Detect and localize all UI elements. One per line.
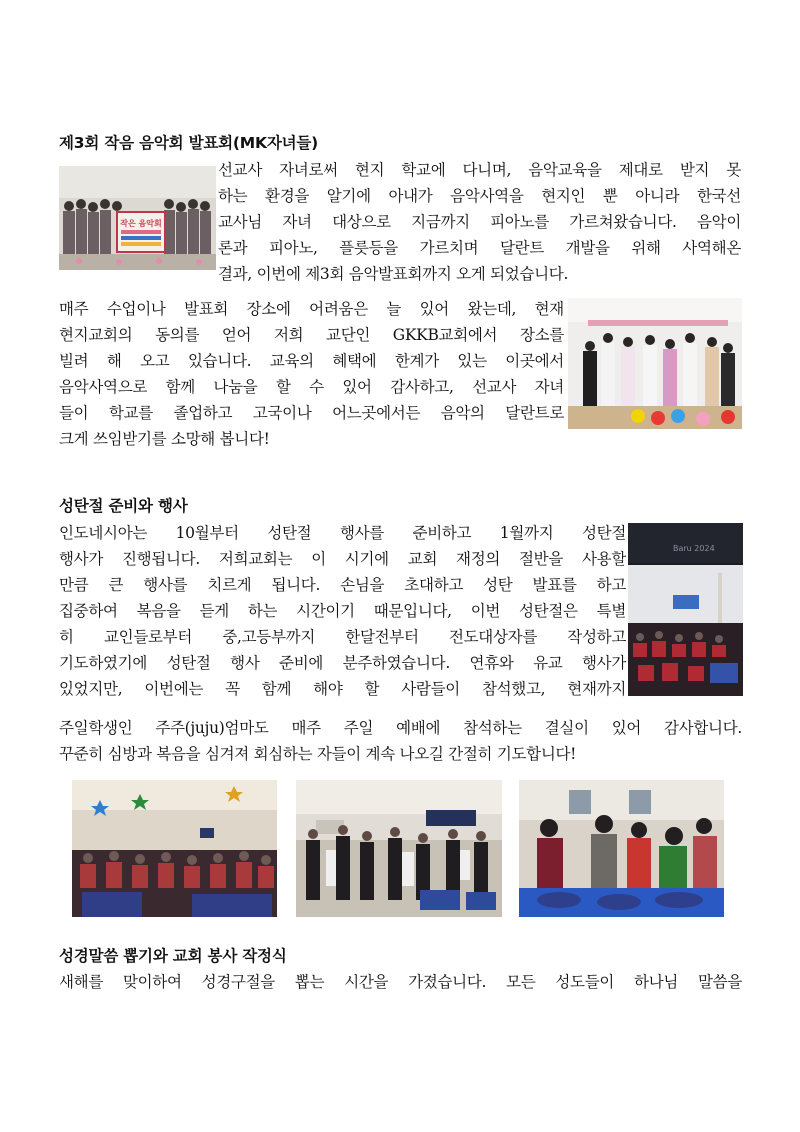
section-heading-christmas: 성탄절 준비와 행사 (59, 497, 188, 515)
text-line: 집중하여 복음을 듣게 하는 시간이기 때문입니다, 이번 성탄절은 특별 (59, 602, 626, 620)
paragraph-bible-verse (59, 969, 742, 995)
text-line: 크게 쓰임받기를 소망해 봅니다! (59, 430, 270, 448)
photo-christmas-congregation (72, 780, 277, 917)
text-line: 기도하였기에 성탄절 행사 준비에 분주하였습니다. 연휴와 유교 행사가 (59, 654, 626, 672)
text-line: 음악사역으로 함께 나눔을 할 수 있어 감사하고, 선교사 자녀 (59, 378, 564, 396)
text-line: 인도네시아는 10월부터 성탄절 행사를 준비하고 1월까지 성탄절 (59, 524, 626, 542)
hall-sign-text: Baru 2024 (673, 544, 715, 553)
text-line: 히 교인들로부터 중,고등부까지 한달전부터 전도대상자를 작성하고 (59, 628, 626, 646)
text-line: 있었지만, 이번에는 꼭 함께 해야 할 사람들이 참석했고, 현재까지 (59, 680, 626, 698)
photo-christmas-worship (296, 780, 502, 917)
text-line: 들이 학교를 졸업하고 고국이나 어느곳에서든 음악의 달란트로 (59, 404, 564, 422)
section-heading-recital: 제3회 작음 음악회 발표회(MK자녀들) (59, 134, 319, 152)
paragraph-recital-intro (218, 157, 741, 287)
text-line: 결과, 이번에 제3회 음악발표회까지 오게 되었습니다. (218, 265, 569, 283)
text-line: 하는 환경을 알기에 아내가 음악사역을 현지인 뿐 아니라 한국선 (218, 187, 741, 205)
text-line: 교사님 자녀 대상으로 지금까지 피아노를 가르쳐왔습니다. 음악이 (218, 213, 741, 231)
text-line: 선교사 자녀로써 현지 학교에 다니며, 음악교육을 제대로 받지 못 (218, 161, 741, 179)
text-line: 행사가 진행됩니다. 저희교회는 이 시기에 교회 재정의 절반을 사용할 (59, 550, 626, 568)
text-line: 매주 수업이나 발표회 장소에 어려움은 늘 있어 왔는데, 현재 (59, 300, 564, 318)
paragraph-recital-venue (59, 296, 564, 452)
recital-banner-text: 작은 음악회 (120, 219, 162, 228)
section-heading-bible-verse: 성경말씀 뽑기와 교회 봉사 작정식 (59, 947, 287, 965)
text-line: 빌려 해 오고 있습니다. 교육의 혜택에 한계가 있는 이곳에서 (59, 352, 564, 370)
text-line: 론과 피아노, 플릇등을 가르치며 달란트 개발을 위해 사역해온 (218, 239, 741, 257)
text-line: 꾸준히 심방과 복음을 심겨져 회심하는 자들이 계속 나오길 간절히 기도합니다! (59, 745, 577, 763)
text-line: 새해를 맞이하여 성경구절을 뽑는 시간을 가졌습니다. 모든 성도들이 하나님 말씀을 (59, 973, 742, 991)
photo-christmas-children (519, 780, 724, 917)
photo-christmas-hall (628, 523, 743, 696)
text-line: 주일학생인 주주(juju)엄마도 매주 주일 예배에 참석하는 결실이 있어 감사합니다. (59, 719, 742, 737)
text-line: 현지교회의 동의를 얻어 저희 교단인 GKKB교회에서 장소를 (59, 326, 564, 344)
paragraph-christmas-1 (59, 520, 626, 702)
paragraph-christmas-2 (59, 715, 742, 767)
photo-recital-performers (568, 298, 742, 429)
text-line: 만큼 큰 행사를 치르게 됩니다. 손님을 초대하고 성탄 발표를 하고 (59, 576, 626, 594)
photo-recital-group (59, 166, 216, 270)
